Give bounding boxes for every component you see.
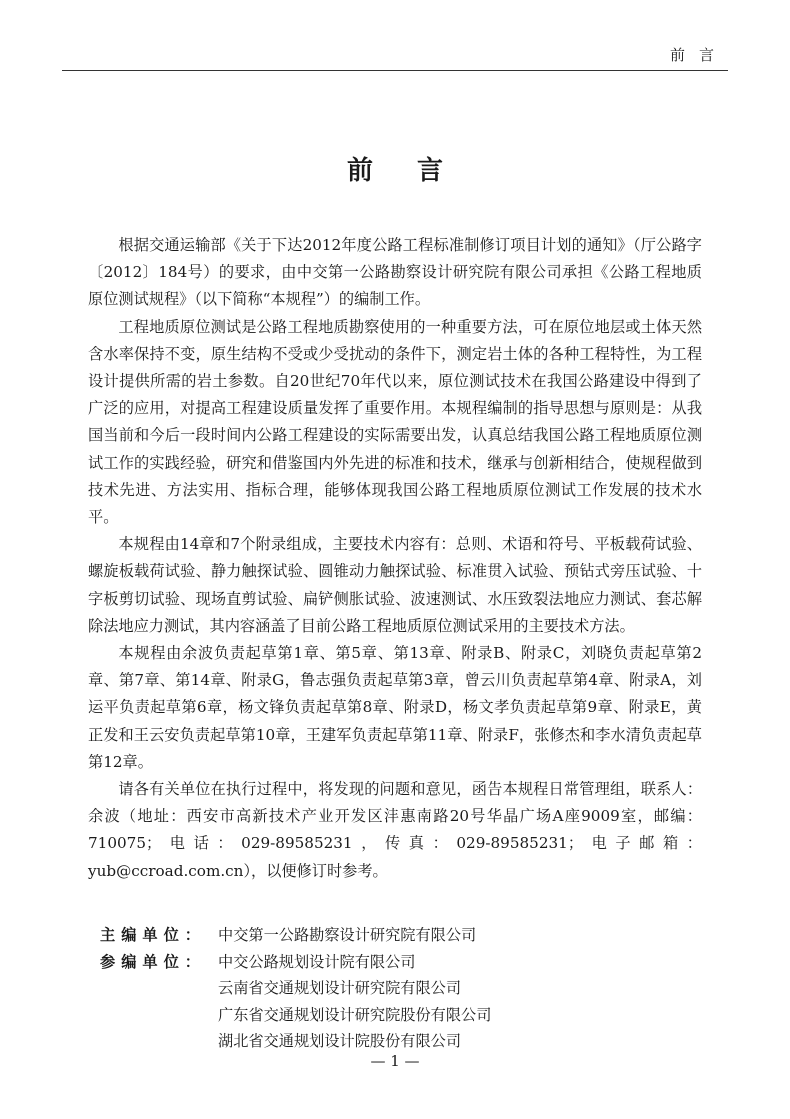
participating-unit-list — [218, 949, 491, 1055]
chief-unit-name: 中交第一公路勘察设计研究院有限公司 — [218, 926, 477, 944]
paragraph-authors: 本规程由余波负责起草第1章、第5章、第13章、附录B、附录C，刘晓负责起草第2章、第7章、第14章、附录G，鲁志强负责起草第3章，曾云川负责起草第4章、附录A，刘运平负责起草第6章，杨文锋负责起草第8章、附录D，杨文孝负责起草第9章、附录E，黄正发和王云安负责起草第10章，王建军负责起草第11章、附录F，张修杰和李水清负责起草第12章。 — [88, 644, 702, 771]
editing-units — [100, 922, 620, 1055]
paragraph-contact: 请各有关单位在执行过程中，将发现的问题和意见，函告本规程日常管理组，联系人：余波（地址：西安市高新技术产业开发区沣惠南路20号华晶广场A座9009室，邮编：710075；电话：029-89585231，传真：029-89585231；电子邮箱：yub@ccroad.com.cn），以便修订时参考。 — [88, 780, 702, 880]
participating-unit: 云南省交通规划设计研究院有限公司 — [218, 979, 461, 998]
paragraph-significance: 工程地质原位测试是公路工程地质勘察使用的一种重要方法，可在原位地层或土体天然含水率保持不变，原生结构不受或少受扰动的条件下，测定岩土体的各种工程特性，为工程设计提供所需的岩土参数。自20世纪70年代以来，原位测试技术在我国公路建设中得到了广泛的应用，对提高工程建设质量发挥了重要作用。本规程编制的指导思想与原则是：从我国当前和今后一段时间内公路工程建设的实际需要出发，认真总结我国公路工程地质原位测试工作的实践经验，研究和借鉴国内外先进的标准和技术，继承与创新相结合，使规程做到技术先进、方法实用、指标合理，能够体现我国公路工程地质原位测试工作发展的技术水平。 — [88, 317, 702, 527]
page-title: 前言 — [346, 156, 487, 186]
chief-unit-label: 主编单位： — [100, 926, 206, 944]
participating-unit: 中交公路规划设计院有限公司 — [218, 952, 416, 971]
running-header — [62, 44, 728, 71]
chief-unit-row — [100, 922, 620, 949]
running-header-title: 前言 — [669, 46, 728, 64]
preface-body — [88, 232, 702, 885]
participating-unit: 湖北省交通规划设计院股份有限公司 — [218, 1032, 461, 1051]
participating-units-row — [100, 949, 620, 1055]
participating-unit-label: 参编单位： — [100, 952, 206, 971]
paragraph-contents: 本规程由14章和7个附录组成，主要技术内容有：总则、术语和符号、平板载荷试验、螺旋板载荷试验、静力触探试验、圆锥动力触探试验、标准贯入试验、预钻式旁压试验、十字板剪切试验、现场直剪试验、扁铲侧胀试验、波速测试、水压致裂法地应力测试、套芯解除法地应力测试，其内容涵盖了目前公路工程地质原位测试采用的主要技术方法。 — [88, 535, 702, 635]
participating-unit: 广东省交通规划设计研究院股份有限公司 — [218, 1005, 492, 1024]
page-number: — 1 — — [370, 1052, 420, 1070]
paragraph-background: 根据交通运输部《关于下达2012年度公路工程标准制修订项目计划的通知》（厅公路字〔2012〕184号）的要求，由中交第一公路勘察设计研究院有限公司承担《公路工程地质原位测试规程》（以下简称“本规程”）的编制工作。 — [88, 236, 702, 309]
